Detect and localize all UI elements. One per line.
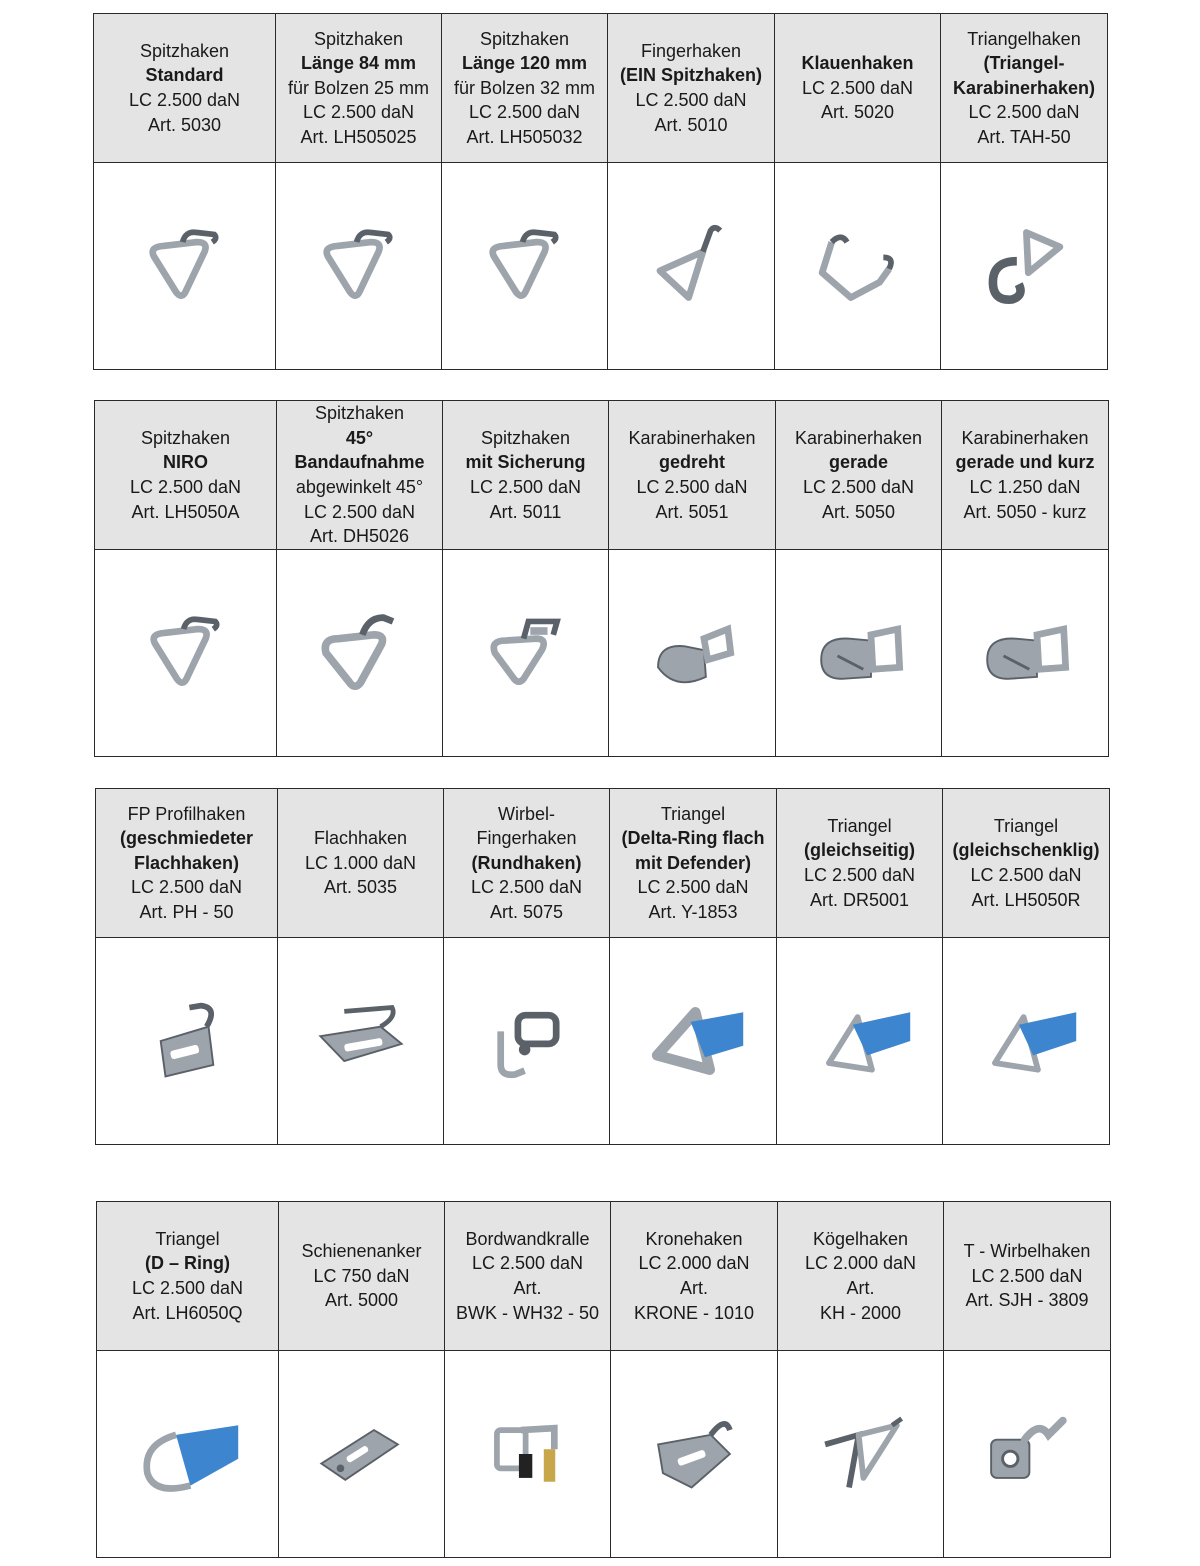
- text-line: Art. SJH - 3809: [965, 1290, 1089, 1311]
- rail-anchor-icon: [307, 1399, 417, 1509]
- text-line: mit Defender): [634, 852, 751, 873]
- product-description: [442, 27, 607, 150]
- product-description: [97, 1227, 278, 1325]
- triangle-hook-icon: [131, 598, 241, 708]
- text-line: LC 750 daN: [313, 1265, 410, 1286]
- text-line: Art. 5030: [147, 114, 222, 135]
- text-line: für Bolzen 25 mm: [287, 77, 430, 98]
- product-info-cell: [775, 14, 941, 163]
- product-info-cell: [97, 1202, 279, 1351]
- product-image-cell: [95, 550, 277, 757]
- product-info-cell: [278, 789, 444, 938]
- text-line: Art. 5050: [821, 501, 896, 522]
- product-info-cell: [444, 789, 610, 938]
- krone-hook-icon: [639, 1399, 749, 1509]
- hook-table-2: [94, 400, 1109, 757]
- product-image-cell: [944, 1351, 1111, 1558]
- product-info-cell: [609, 401, 776, 550]
- text-line: LC 2.500 daN: [968, 102, 1080, 123]
- hook-table-1: [93, 13, 1108, 370]
- text-line: Länge 120 mm: [461, 53, 588, 74]
- product-info-cell: [442, 14, 608, 163]
- text-line: LC 2.500 daN: [470, 877, 583, 898]
- snap-hook-icon: [970, 598, 1080, 708]
- text-line: gedreht: [658, 452, 725, 473]
- d-ring-strap-icon: [133, 1399, 243, 1509]
- product-image-cell: [776, 550, 942, 757]
- product-image-cell: [611, 1351, 778, 1558]
- product-info-cell: [279, 1202, 445, 1351]
- product-info-cell: [443, 401, 609, 550]
- text-line: Spitzhaken: [140, 427, 231, 448]
- product-description: [942, 426, 1108, 524]
- text-line: Art. 5075: [489, 901, 564, 922]
- text-line: Art.: [513, 1278, 542, 1298]
- product-image-cell: [443, 550, 609, 757]
- product-description: [943, 814, 1109, 912]
- product-info-cell: [610, 789, 777, 938]
- text-line: (geschmiedeter: [119, 828, 254, 849]
- hook-table-3: [95, 788, 1110, 1145]
- text-line: Art. 5050 - kurz: [963, 501, 1087, 522]
- text-line: Triangel: [155, 1228, 220, 1249]
- triangle-hook-icon: [304, 211, 414, 321]
- text-line: Art. 5035: [323, 877, 398, 898]
- side-wall-claw-icon: [473, 1399, 583, 1509]
- product-info-cell: [941, 14, 1108, 163]
- product-image-cell: [610, 938, 777, 1145]
- text-line: Art. DR5001: [809, 889, 910, 910]
- product-info-cell: [608, 14, 775, 163]
- swivel-hook-icon: [472, 986, 582, 1096]
- table-image-row: [95, 550, 1109, 757]
- snap-hook-icon: [804, 598, 914, 708]
- product-info-cell: [944, 1202, 1111, 1351]
- text-line: Triangel: [993, 815, 1059, 836]
- profile-hook-icon: [132, 986, 242, 1096]
- text-line: Spitzhaken: [139, 40, 230, 61]
- product-description: [445, 1227, 610, 1325]
- text-line: KRONE - 1010: [633, 1302, 755, 1323]
- text-line: LC 2.500 daN: [636, 477, 748, 497]
- product-image-cell: [943, 938, 1110, 1145]
- product-description: [610, 802, 776, 925]
- text-line: LC 2.500 daN: [801, 77, 914, 98]
- product-description: [775, 51, 940, 125]
- text-line: LC 2.000 daN: [804, 1253, 917, 1274]
- text-line: LC 2.500 daN: [130, 877, 243, 898]
- product-description: [277, 401, 442, 549]
- product-description: [278, 826, 443, 900]
- product-description: [777, 814, 942, 912]
- text-line: Art. 5000: [324, 1290, 399, 1311]
- triangle-ring-strap-icon: [971, 986, 1081, 1096]
- text-line: LC 2.500 daN: [635, 90, 747, 110]
- delta-ring-strap-icon: [638, 986, 748, 1096]
- product-description: [941, 27, 1107, 150]
- text-line: Kögelhaken: [812, 1228, 909, 1249]
- text-line: Art. LH5050A: [131, 501, 240, 522]
- text-line: LC 2.500 daN: [131, 1278, 244, 1298]
- text-line: (Delta-Ring flach: [621, 828, 765, 849]
- product-info-cell: [611, 1202, 778, 1351]
- product-image-cell: [942, 550, 1109, 757]
- text-line: Fingerhaken: [640, 40, 742, 61]
- text-line: gerade: [828, 452, 889, 473]
- table-header-row: [94, 14, 1108, 163]
- product-image-cell: [608, 163, 775, 370]
- text-line: LC 2.500 daN: [128, 90, 241, 110]
- table-header-row: [96, 789, 1110, 938]
- text-line: Standard: [145, 65, 224, 86]
- text-line: Art. 5020: [820, 102, 895, 123]
- product-info-cell: [778, 1202, 944, 1351]
- text-line: LC 2.500 daN: [802, 477, 915, 497]
- product-image-cell: [276, 163, 442, 370]
- text-line: (gleichseitig): [803, 840, 915, 861]
- product-info-cell: [777, 789, 943, 938]
- table-header-row: [97, 1202, 1111, 1351]
- product-description: [96, 802, 277, 925]
- product-description: [944, 1239, 1110, 1313]
- text-line: LC 2.500 daN: [468, 102, 581, 123]
- text-line: FP Profilhaken: [127, 803, 246, 824]
- text-line: gerade und kurz: [955, 452, 1095, 473]
- product-image-cell: [96, 938, 278, 1145]
- text-line: Karabinerhaken): [952, 77, 1096, 98]
- product-image-cell: [775, 163, 941, 370]
- product-description: [94, 39, 275, 137]
- text-line: Spitzhaken: [314, 403, 405, 424]
- text-line: Spitzhaken: [480, 427, 571, 448]
- triangle-hook-icon: [130, 211, 240, 321]
- text-line: (gleichschenklig): [952, 840, 1100, 861]
- text-line: Bandaufnahme: [294, 452, 425, 473]
- text-line: Art. LH5050R: [971, 889, 1081, 910]
- product-description: [608, 39, 774, 137]
- product-image-cell: [941, 163, 1108, 370]
- text-line: Art. TAH-50: [977, 126, 1071, 147]
- text-line: Spitzhaken: [479, 28, 570, 49]
- text-line: Triangel: [660, 803, 726, 824]
- angled-hook-icon: [305, 598, 415, 708]
- text-line: BWK - WH32 - 50: [455, 1302, 600, 1323]
- product-info-cell: [95, 401, 277, 550]
- table-image-row: [94, 163, 1108, 370]
- text-line: Flachhaken: [313, 828, 408, 849]
- product-info-cell: [96, 789, 278, 938]
- product-description: [611, 1227, 777, 1325]
- product-image-cell: [445, 1351, 611, 1558]
- text-line: Länge 84 mm: [300, 53, 417, 74]
- product-info-cell: [942, 401, 1109, 550]
- product-info-cell: [277, 401, 443, 550]
- text-line: LC 2.500 daN: [970, 865, 1082, 885]
- text-line: abgewinkelt 45°: [295, 477, 424, 497]
- text-line: LC 2.500 daN: [469, 477, 582, 497]
- text-line: LC 2.500 daN: [302, 102, 415, 123]
- product-description: [609, 426, 775, 524]
- product-image-cell: [278, 938, 444, 1145]
- text-line: Karabinerhaken: [628, 427, 756, 448]
- triangle-carabiner-hook-icon: [969, 211, 1079, 321]
- product-image-cell: [444, 938, 610, 1145]
- text-line: Wirbel-: [498, 803, 555, 824]
- text-line: KH - 2000: [819, 1302, 902, 1323]
- table-header-row: [95, 401, 1109, 550]
- text-line: Fingerhaken: [476, 828, 577, 849]
- text-line: 45°: [345, 427, 374, 448]
- text-line: (D – Ring): [145, 1253, 230, 1274]
- t-swivel-hook-icon: [972, 1399, 1082, 1509]
- text-line: Art. LH505032: [466, 126, 583, 147]
- table-image-row: [96, 938, 1110, 1145]
- text-line: LC 2.500 daN: [803, 865, 916, 885]
- text-line: LC 2.500 daN: [129, 477, 242, 497]
- triangle-ring-strap-icon: [805, 986, 915, 1096]
- product-description: [279, 1239, 444, 1313]
- product-image-cell: [277, 550, 443, 757]
- text-line: Art.: [679, 1278, 708, 1298]
- text-line: LC 2.500 daN: [637, 877, 749, 898]
- text-line: Kronehaken: [645, 1228, 743, 1249]
- product-image-cell: [777, 938, 943, 1145]
- product-image-cell: [442, 163, 608, 370]
- safety-hook-icon: [471, 598, 581, 708]
- product-info-cell: [276, 14, 442, 163]
- product-description: [444, 802, 609, 925]
- text-line: Triangel: [827, 815, 892, 836]
- product-info-cell: [445, 1202, 611, 1351]
- product-description: [443, 426, 608, 524]
- hook-table-4: [96, 1201, 1111, 1558]
- product-description: [95, 426, 276, 524]
- product-info-cell: [776, 401, 942, 550]
- text-line: für Bolzen 32 mm: [453, 77, 596, 98]
- text-line: Karabinerhaken: [961, 427, 1089, 448]
- text-line: Art.: [846, 1278, 875, 1298]
- text-line: Art. LH6050Q: [132, 1302, 243, 1323]
- text-line: T - Wirbelhaken: [963, 1241, 1091, 1262]
- text-line: Triangelhaken: [967, 28, 1081, 49]
- product-image-cell: [94, 163, 276, 370]
- text-line: (Rundhaken): [471, 852, 582, 873]
- table-image-row: [97, 1351, 1111, 1558]
- text-line: (Triangel-: [983, 53, 1065, 74]
- snap-hook-twisted-icon: [637, 598, 747, 708]
- text-line: Klauenhaken: [801, 53, 914, 74]
- text-line: LC 2.000 daN: [638, 1253, 750, 1274]
- text-line: Bordwandkralle: [465, 1228, 590, 1249]
- text-line: LC 1.250 daN: [969, 477, 1081, 497]
- text-line: Schienenanker: [301, 1241, 422, 1262]
- flat-hook-icon: [306, 986, 416, 1096]
- claw-hook-icon: [803, 211, 913, 321]
- product-image-cell: [778, 1351, 944, 1558]
- text-line: Art. 5051: [655, 501, 729, 522]
- text-line: LC 2.500 daN: [971, 1265, 1083, 1286]
- product-description: [276, 27, 441, 150]
- product-info-cell: [94, 14, 276, 163]
- text-line: Art. Y-1853: [648, 901, 738, 922]
- text-line: NIRO: [163, 452, 208, 473]
- product-image-cell: [609, 550, 776, 757]
- text-line: (EIN Spitzhaken): [619, 65, 762, 86]
- text-line: LC 1.000 daN: [304, 852, 417, 873]
- text-line: Art. 5011: [489, 501, 562, 522]
- product-description: [776, 426, 941, 524]
- product-info-cell: [943, 789, 1110, 938]
- text-line: Art. PH - 50: [139, 901, 234, 922]
- text-line: Art. 5010: [654, 114, 728, 135]
- text-line: Art. LH505025: [300, 126, 417, 147]
- product-description: [778, 1227, 943, 1325]
- koegel-hook-icon: [806, 1399, 916, 1509]
- product-image-cell: [97, 1351, 279, 1558]
- text-line: Karabinerhaken: [794, 427, 923, 448]
- text-line: LC 2.500 daN: [471, 1253, 584, 1274]
- triangle-hook-icon: [470, 211, 580, 321]
- text-line: Flachhaken): [133, 852, 240, 873]
- finger-hook-icon: [636, 211, 746, 321]
- text-line: Art. DH5026: [309, 526, 410, 547]
- product-image-cell: [279, 1351, 445, 1558]
- text-line: mit Sicherung: [465, 452, 586, 473]
- text-line: Spitzhaken: [313, 28, 404, 49]
- text-line: LC 2.500 daN: [303, 501, 416, 522]
